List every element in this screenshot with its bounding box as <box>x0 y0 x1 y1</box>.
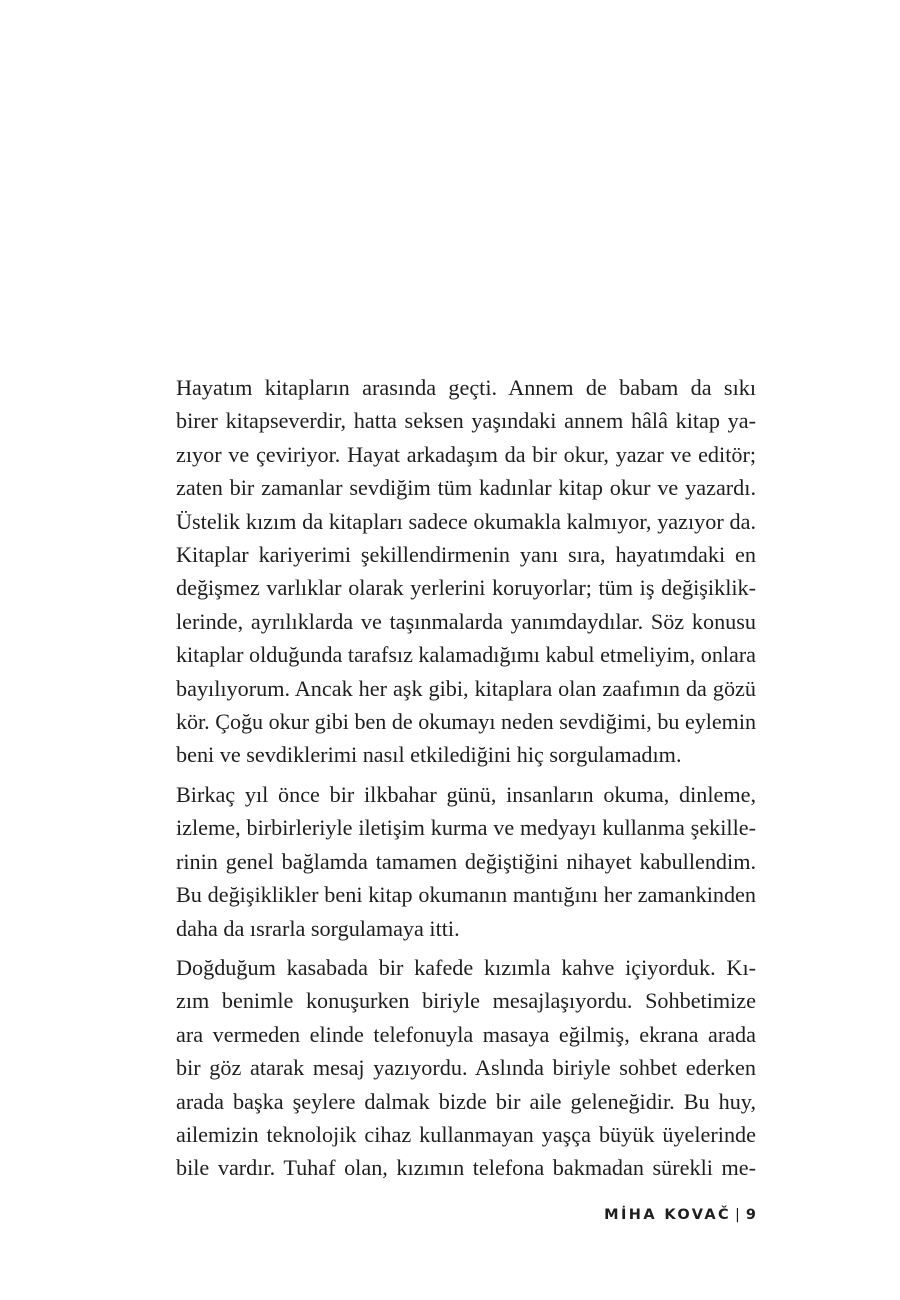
text-line: izleme, birbirleriyle iletişim kurma ve medyayı kullanma şekille- <box>176 815 756 841</box>
text-line: lerinde, ayrılıklarda ve taşınmalarda yanımdaydılar. Söz konusu <box>176 608 756 634</box>
body-text <box>145 371 756 1191</box>
text-line: rinin genel bağlamda tamamen değiştiğini nihayet kabullendim. <box>176 848 756 874</box>
text-line: Kitaplar kariyerimi şekillendirmenin yanı sıra, hayatımdaki en <box>176 542 756 568</box>
text-line: değişmez varlıklar olarak yerlerini koruyorlar; tüm iş değişiklik- <box>176 575 756 601</box>
footer-separator: | <box>735 1207 740 1223</box>
paragraph-2 <box>145 778 756 945</box>
text-line: bir göz atarak mesaj yazıyordu. Aslında biriyle sohbet ederken <box>176 1055 756 1081</box>
text-line: Bu değişiklikler beni kitap okumanın mantığını her zamankinden <box>176 882 756 908</box>
text-line: Birkaç yıl önce bir ilkbahar günü, insanların okuma, dinleme, <box>176 781 756 807</box>
text-line: ailemizin teknolojik cihaz kullanmayan yaşça büyük üyelerinde <box>176 1121 756 1147</box>
footer-author: MİHA KOVAČ <box>604 1207 732 1223</box>
text-line: zıyor ve çeviriyor. Hayat arkadaşım da bir okur, yazar ve editör; <box>176 441 756 467</box>
paragraph-3 <box>145 951 756 1185</box>
text-line: bile vardır. Tuhaf olan, kızımın telefona bakmadan sürekli me- <box>176 1155 756 1181</box>
page-number: 9 <box>745 1207 756 1223</box>
text-line: beni ve sevdiklerimi nasıl etkilediğini hiç sorgulamadım. <box>176 742 682 768</box>
running-footer <box>604 1207 756 1223</box>
text-line: kitaplar olduğunda tarafsız kalamadığımı kabul etmeliyim, onlara <box>176 642 756 668</box>
text-line: bayılıyorum. Ancak her aşk gibi, kitaplara olan zaafımın da gözü <box>176 675 756 701</box>
text-line: Doğduğum kasabada bir kafede kızımla kahve içiyorduk. Kı- <box>176 954 756 980</box>
text-line: ara vermeden elinde telefonuyla masaya eğilmiş, ekrana arada <box>176 1021 756 1047</box>
text-line: zaten bir zamanlar sevdiğim tüm kadınlar kitap okur ve yazardı. <box>176 475 756 501</box>
text-line: birer kitapseverdir, hatta seksen yaşındaki annem hâlâ kitap ya- <box>176 408 756 434</box>
text-line: zım benimle konuşurken biriyle mesajlaşıyordu. Sohbetimize <box>176 988 756 1014</box>
text-line: Hayatım kitapların arasında geçti. Annem de babam da sıkı <box>176 375 756 400</box>
text-line: daha da ısrarla sorgulamaya itti. <box>176 915 460 941</box>
paragraph-1 <box>145 371 756 772</box>
text-line: arada başka şeylere dalmak bizde bir aile geleneğidir. Bu huy, <box>176 1088 756 1114</box>
text-line: kör. Çoğu okur gibi ben de okumayı neden sevdiğimi, bu eylemin <box>176 709 756 735</box>
text-line: Üstelik kızım da kitapları sadece okumakla kalmıyor, yazıyor da. <box>176 508 756 534</box>
